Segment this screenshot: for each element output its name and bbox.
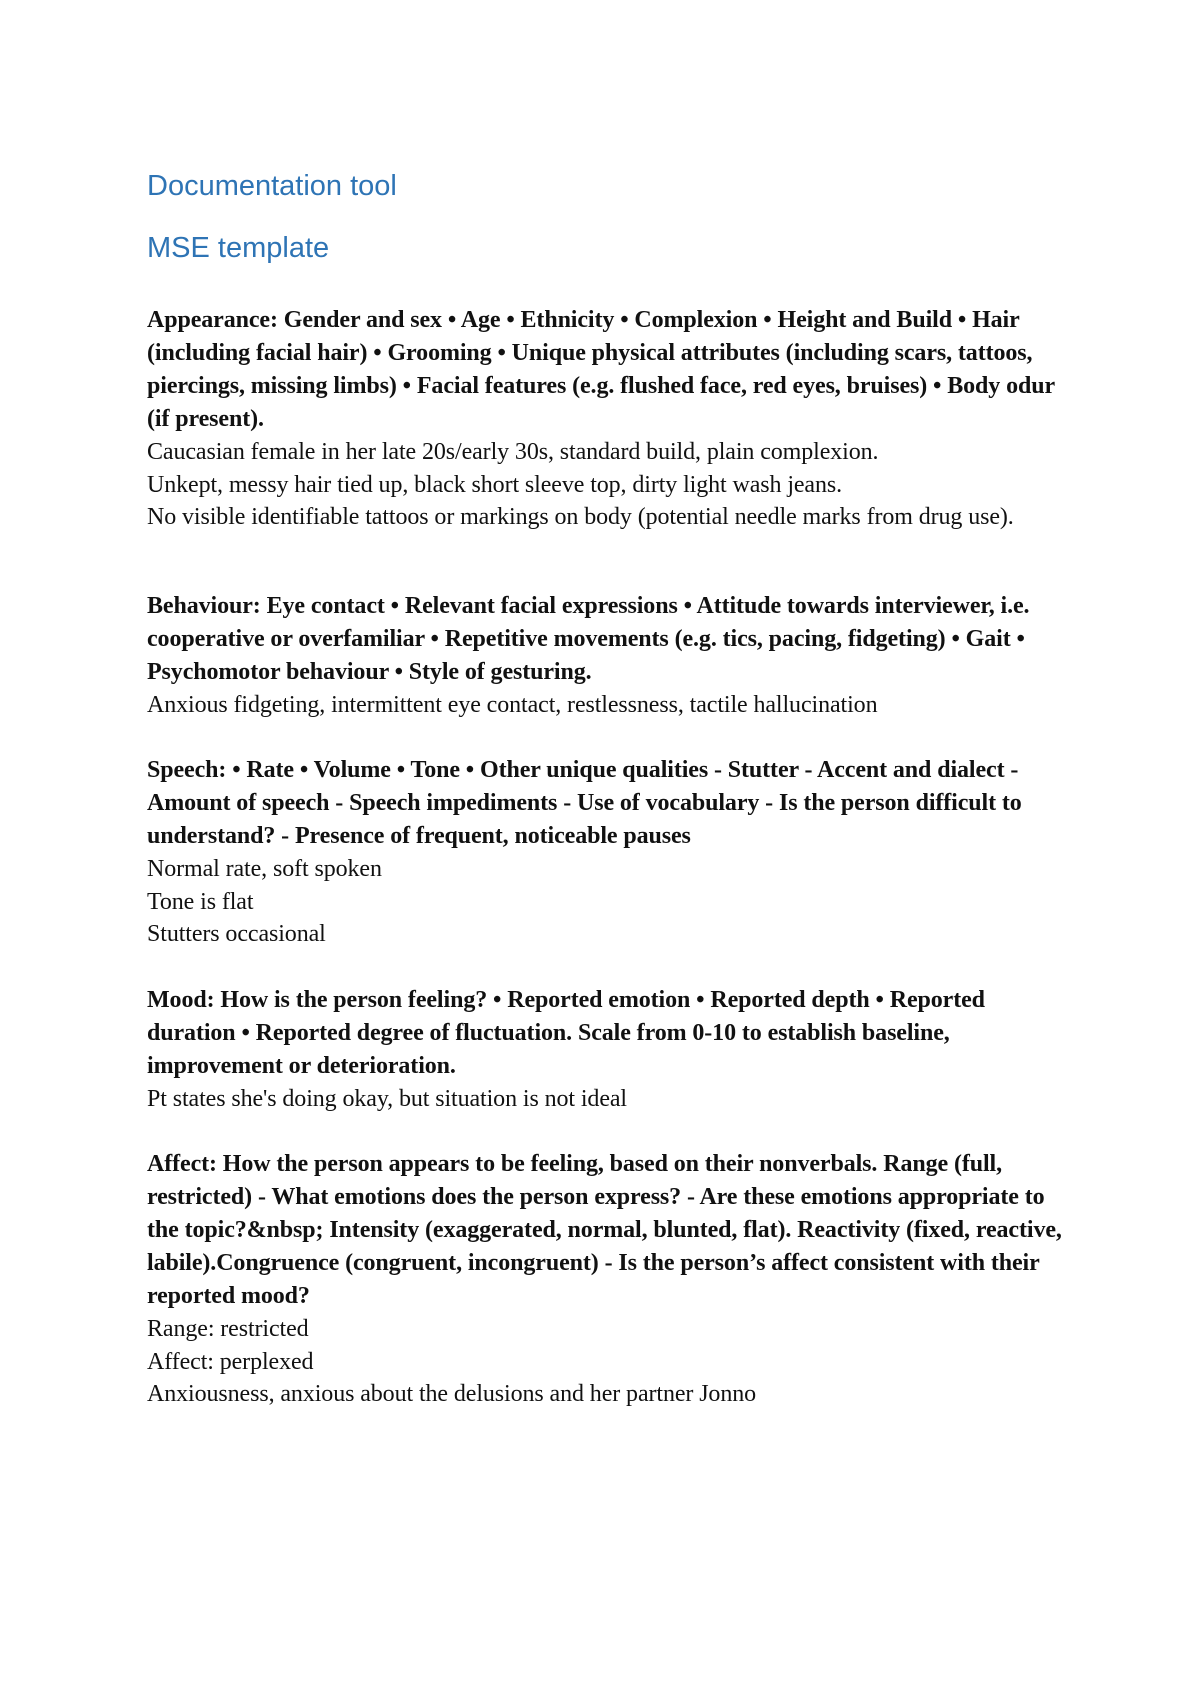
document-content — [147, 168, 1077, 1444]
section-prompt: Appearance: Gender and sex • Age • Ethnicity • Complexion • Height and Build • Hair (including facial hair) • Grooming • Unique physical attributes (including scars, tattoos, piercings, missing limbs) • Facial features (e.g. flushed face, red eyes, bruises) • Body odur (if present). — [147, 307, 1055, 432]
section-prompt: Speech: • Rate • Volume • Tone • Other unique qualities - Stutter - Accent and dialect - Amount of speech - Speech impediments - Use of vocabulary - Is the person difficult to understand? - Presence of frequent, noticeable pauses — [147, 757, 1022, 849]
section-answer: Normal rate, soft spoken — [147, 856, 382, 882]
section-answer: Range: restricted — [147, 1316, 309, 1342]
section-answer: Caucasian female in her late 20s/early 30s, standard build, plain complexion. — [147, 439, 879, 465]
section-answer: Pt states she's doing okay, but situation is not ideal — [147, 1085, 628, 1112]
section-affect — [147, 1148, 1077, 1411]
section-answer: Unkept, messy hair tied up, black short sleeve top, dirty light wash jeans. — [147, 471, 843, 498]
section-behaviour — [147, 590, 1077, 722]
section-answer: Affect: perplexed — [147, 1348, 314, 1375]
section-prompt: Mood: How is the person feeling? • Reported emotion • Reported depth • Reported duration • Reported degree of fluctuation. Scale from 0-10 to establish baseline, improvement or deterioration. — [147, 986, 985, 1079]
section-prompt: Behaviour: Eye contact • Relevant facial expressions • Attitude towards interviewer, i.e. cooperative or overfamiliar • Repetitive movements (e.g. tics, pacing, fidgeting) • Gait • Psychomotor behaviour • Style of gesturing. — [147, 592, 1030, 685]
section-answer: Stutters occasional — [147, 921, 326, 947]
document-title: Documentation tool — [147, 170, 397, 202]
section-answer: No visible identifiable tattoos or markings on body (potential needle marks from drug use). — [147, 504, 1014, 530]
section-appearance — [147, 304, 1077, 534]
section-answer: Anxious fidgeting, intermittent eye contact, restlessness, tactile hallucination — [147, 691, 878, 718]
section-mood — [147, 984, 1077, 1116]
section-answer: Anxiousness, anxious about the delusions and her partner Jonno — [147, 1381, 757, 1407]
section-answer: Tone is flat — [147, 888, 254, 915]
document-subtitle: MSE template — [147, 232, 330, 264]
section-speech — [147, 754, 1077, 951]
section-prompt: Affect: How the person appears to be feeling, based on their nonverbals. Range (full, restricted) - What emotions does the person express? - Are these emotions appropriate to the topic?&nbsp; Intensity (exaggerated, normal, blunted, flat). Reactivity (fixed, reactive, labile).Congruence (congruent, incongruent) - Is the person’s affect consistent with their reported mood? — [147, 1151, 1062, 1309]
